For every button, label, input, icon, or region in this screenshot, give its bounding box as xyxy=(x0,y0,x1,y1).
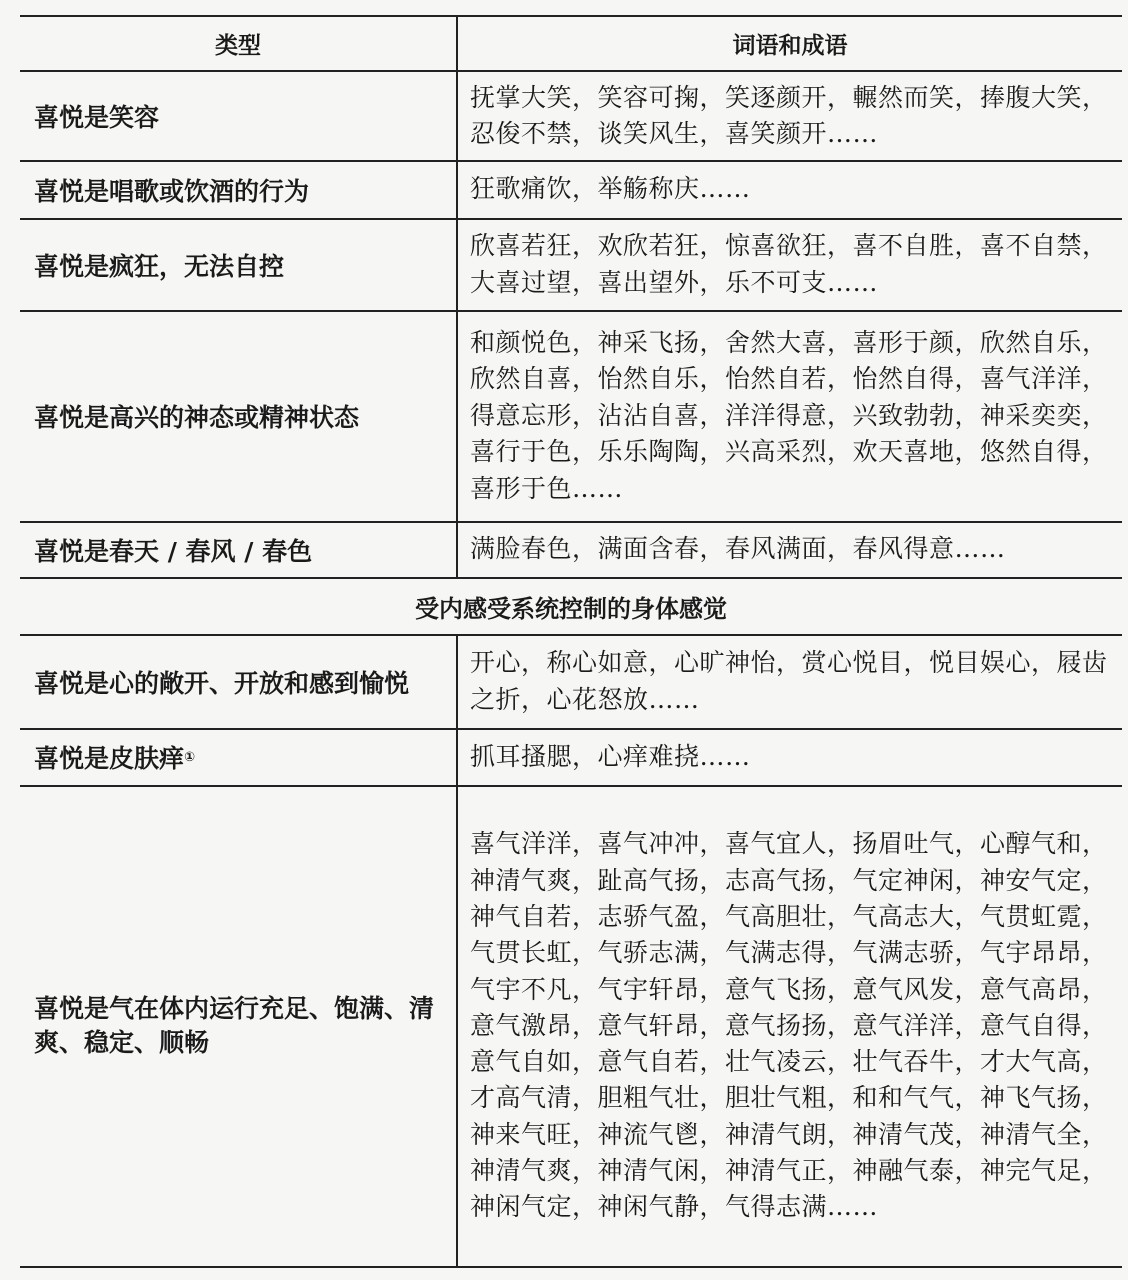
words-cell xyxy=(458,522,1122,577)
type-cell: 喜悦是高兴的神态或精神状态 xyxy=(34,403,360,432)
words-cell xyxy=(458,219,1122,310)
words-text: 开心，称心如意，心旷神怡，赏心悦目，悦目娱心，屐齿之折，心花怒放…… xyxy=(470,648,1108,714)
words-text: 喜气洋洋，喜气冲冲，喜气宜人，扬眉吐气，心醇气和，神清气爽，趾高气扬，志高气扬，气定神闲，神安气定，神气自若，志骄气盈，气高胆壮，气高志大，气贯虹霓，气贯长虹，气骄志满，气满志得，气满志骄，气宇昂昂，气宇不凡，气宇轩昂，意气飞扬，意气风发，意气高昂，意气激昂，意气轩昂，意气扬扬，意气洋洋，意气自得，意气自如，意气自若，壮气凌云，壮气吞牛，才大气高，才高气清，胆粗气壮，胆壮气粗，和和气气，神飞气扬，神来气旺，神流气鬯，神清气朗，神清气茂，神清气全，神清气爽，神清气闲，神清气正，神融气泰，神完气足，神闲气定，神闲气静，气得志满…… xyxy=(470,829,1108,1222)
type-cell: 喜悦是春天 / 春风 / 春色 xyxy=(34,536,313,566)
type-text: 喜悦是气在体内运行充足、饱满、清爽、稳定、顺畅 xyxy=(34,994,435,1057)
type-cell xyxy=(20,786,455,1266)
words-cell xyxy=(458,72,1122,160)
section-title: 受内感受系统控制的身体感觉 xyxy=(415,594,727,623)
words-text: 抓耳搔腮，心痒难挠…… xyxy=(470,741,751,771)
words-cell xyxy=(458,729,1122,785)
type-cell xyxy=(20,729,455,785)
words-text: 抚掌大笑，笑容可掬，笑逐颜开，輾然而笑，捧腹大笑，忍俊不禁，谈笑风生，喜笑颜开…… xyxy=(470,82,1108,148)
words-text: 欣喜若狂，欢欣若狂，惊喜欲狂，喜不自胜，喜不自禁，大喜过望，喜出望外，乐不可支…… xyxy=(470,231,1108,297)
words-text: 狂歌痛饮，举觞称庆…… xyxy=(470,174,751,204)
words-text: 和颜悦色，神采飞扬，舍然大喜，喜形于颜，欣然自乐，欣然自喜，怡然自乐，怡然自若，怡然自得，喜气洋洋，得意忘形，沾沾自喜，洋洋得意，兴致勃勃，神采奕奕，喜行于色，乐乐陶陶，兴高采烈，欢天喜地，悠然自得，喜形于色…… xyxy=(470,327,1108,503)
header-type: 类型 xyxy=(215,33,261,59)
type-cell: 喜悦是笑容 xyxy=(34,103,160,132)
header-words: 词语和成语 xyxy=(732,33,848,59)
type-cell: 喜悦是心的敞开、开放和感到愉悦 xyxy=(34,668,410,698)
words-text: 满脸春色，满面含春，春风满面，春风得意…… xyxy=(470,534,1006,564)
words-cell xyxy=(458,311,1122,521)
type-cell: 喜悦是疯狂，无法自控 xyxy=(34,251,285,281)
bottom-rule xyxy=(20,1266,1122,1268)
words-cell xyxy=(458,635,1122,728)
type-cell: 喜悦是唱歌或饮酒的行为 xyxy=(34,176,310,206)
words-cell xyxy=(458,786,1122,1266)
words-cell xyxy=(458,161,1122,218)
type-text: 喜悦是皮肤痒 xyxy=(34,744,185,773)
footnote-marker: ① xyxy=(184,749,196,765)
